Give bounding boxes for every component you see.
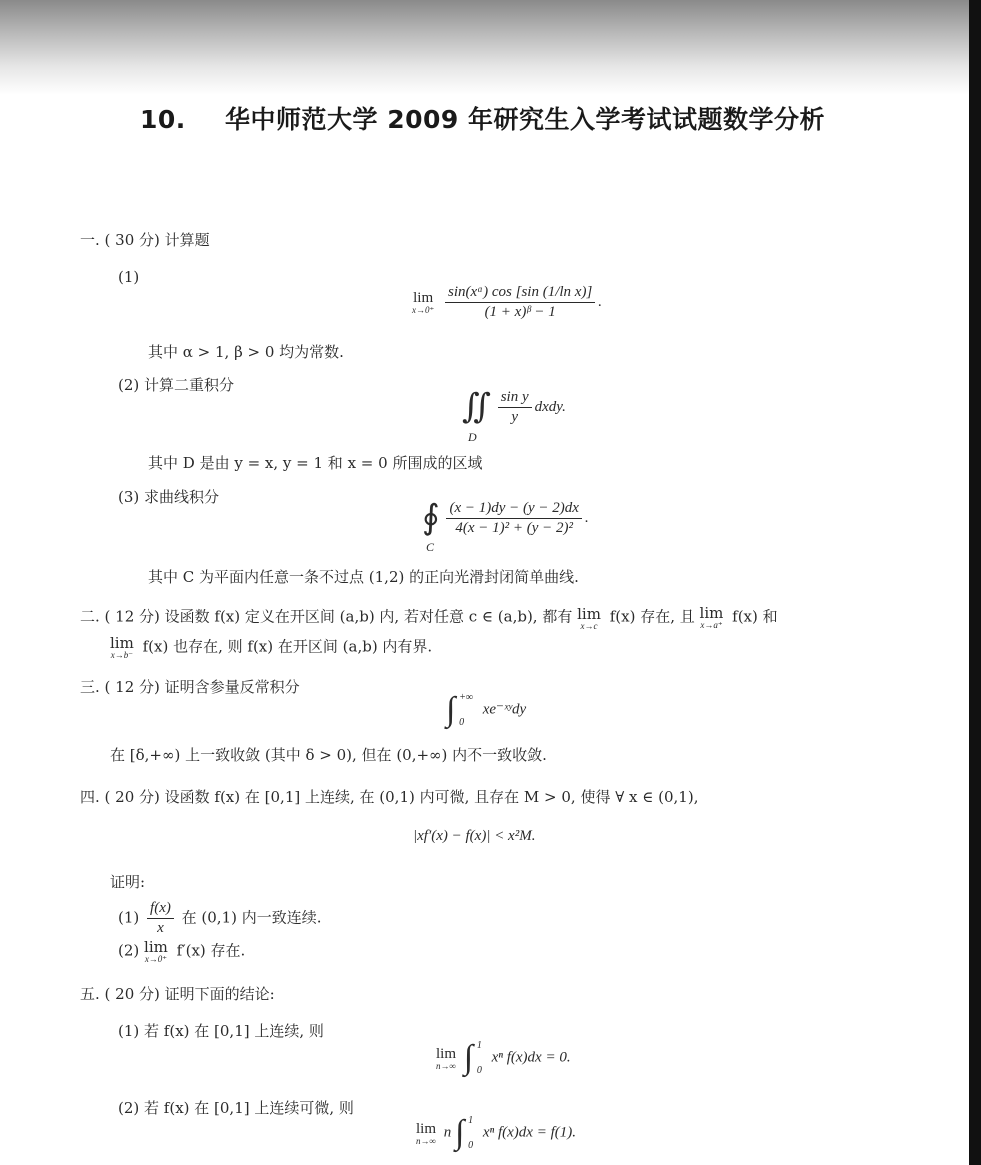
limit-operator: lim n→∞ — [436, 1045, 457, 1071]
q3-header: 三. ( 12 分) 证明含参量反常积分 — [80, 678, 300, 696]
integral-sign: ∫ — [463, 1039, 474, 1076]
q1-p1-label: (1) — [118, 268, 140, 286]
limit-operator: lim x→c — [577, 604, 601, 631]
q2-line2: lim x→b⁻ f(x) 也存在, 则 f(x) 在开区间 (a,b) 内有界. — [110, 634, 433, 660]
q4-p1: (1) $\frac{f(x)}{x}$ 在 (0,1) 内一致连续. — [118, 900, 322, 936]
limit-operator: lim n→∞ — [416, 1120, 437, 1146]
q1-p2-label: (2) 计算二重积分 — [118, 376, 235, 394]
q1-p1-formula: lim x→0⁺ $\frac{\text{sin(xᵅ) cos [sin (1/ln x)]}}{\text{(1 + x)ᵝ − 1}}$ . — [412, 284, 603, 320]
q1-p3-curve: C — [426, 540, 435, 554]
q5-p1-cond: (1) 若 f(x) 在 [0,1] 上连续, 则 — [118, 1022, 324, 1040]
q4-header: 四. ( 20 分) 设函数 f(x) 在 [0,1] 上连续, 在 (0,1) 内可微, 且存在 M > 0, 使得 ∀ x ∈ (0,1), — [80, 788, 699, 806]
q1-p3-note: 其中 C 为平面内任意一条不过点 (1,2) 的正向光滑封闭简单曲线. — [148, 568, 579, 586]
q1-p2-note: 其中 D 是由 y = x, y = 1 和 x = 0 所围成的区域 — [148, 454, 483, 472]
q1-p3-formula: ∮ $\frac{(x - 1)dy - (y - 2)dx}{\text{4(x − 1)² + (y − 2)²}}$ . — [422, 499, 589, 537]
q3-note: 在 [δ,+∞) 上一致收敛 (其中 δ > 0), 但在 (0,+∞) 内不一致收敛. — [110, 746, 547, 764]
q1-p2-formula: ∬ $\frac{\text{sin y}}{y}$ dxdy. — [462, 388, 566, 426]
q2-line1: 二. ( 12 分) 设函数 f(x) 定义在开区间 (a,b) 内, 若对任意 c ∈ (a,b), 都有 lim x→c f(x) 存在, 且 lim x→a⁺ f(x) 和 — [80, 604, 778, 631]
integral-sign: ∫ — [455, 1114, 465, 1151]
top-shadow — [0, 0, 981, 95]
limit-operator: lim x→0⁺ — [144, 938, 168, 964]
q1-p1-note: 其中 α > 1, β > 0 均为常数. — [148, 343, 344, 361]
integral-sign: ∫ — [446, 691, 456, 728]
q1-p2-region: D — [468, 430, 477, 444]
q5-header: 五. ( 20 分) 证明下面的结论: — [80, 985, 275, 1003]
title-text: 华中师范大学 2009 年研究生入学考试试题数学分析 — [225, 105, 826, 134]
page-title — [140, 100, 825, 136]
q5-p1-formula: lim n→∞ ∫ 1 0 xⁿ f(x)dx = 0. — [436, 1039, 571, 1076]
fraction: $\frac{f(x)}{x}$ — [147, 900, 174, 937]
q1-header: 一. ( 30 分) 计算题 — [80, 231, 210, 249]
q4-p2: (2) lim x→0⁺ f′(x) 存在. — [118, 938, 246, 964]
fraction: $\frac{\text{sin y}}{y}$ — [498, 389, 532, 426]
title-number: 10. — [140, 105, 186, 134]
q5-p2-formula: lim n→∞ n ∫ 1 0 xⁿ f(x)dx = f(1). — [416, 1114, 576, 1151]
q5-p2-cond: (2) 若 f(x) 在 [0,1] 上连续可微, 则 — [118, 1099, 354, 1117]
fraction: $\frac{(x - 1)dy - (y - 2)dx}{\text{4(x − 1)² + (y − 2)²}}$ — [446, 500, 581, 537]
fraction: $\frac{\text{sin(xᵅ) cos [sin (1/ln x)]}}{\text{(1 + x)ᵝ − 1}}$ — [445, 284, 595, 321]
q4-prove: 证明: — [110, 873, 146, 891]
right-edge-bar — [969, 0, 981, 1165]
limit-operator: lim x→0⁺ — [412, 289, 435, 315]
double-integral-sign: ∬ — [462, 388, 491, 426]
limit-operator: lim x→b⁻ — [110, 634, 134, 660]
limit-operator: lim x→a⁺ — [699, 604, 724, 630]
contour-integral-sign: ∮ — [422, 499, 440, 537]
q1-p3-label: (3) 求曲线积分 — [118, 488, 220, 506]
q4-formula: |xf′(x) − f(x)| < x²M. — [413, 828, 536, 844]
q3-formula: ∫ +∞ 0 xe⁻ˣʸdy — [446, 691, 527, 728]
